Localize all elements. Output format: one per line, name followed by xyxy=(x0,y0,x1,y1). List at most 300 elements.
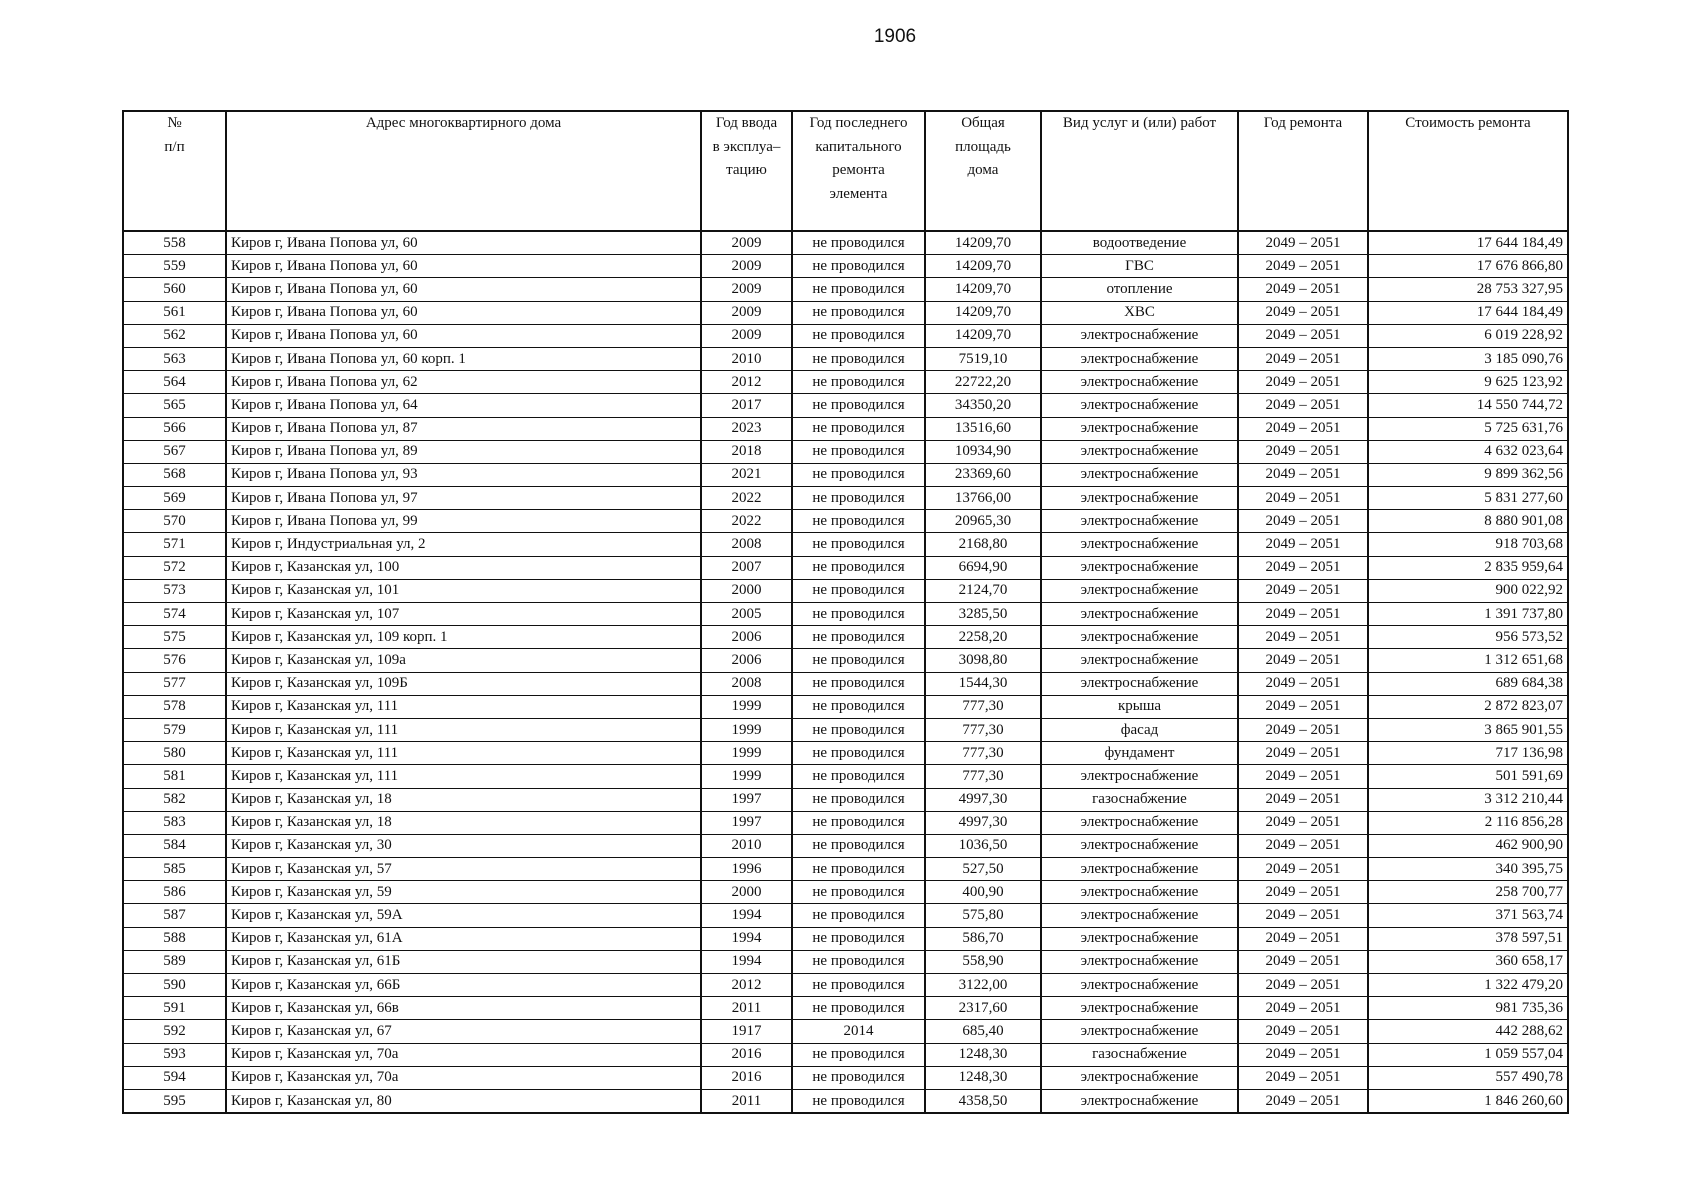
cell-row-number: 565 xyxy=(123,394,226,417)
cell-last-repair-year: 2014 xyxy=(792,1020,925,1043)
cell-service-type: электроснабжение xyxy=(1041,811,1238,834)
table-row xyxy=(123,417,1568,440)
cell-repair-cost: 557 490,78 xyxy=(1368,1066,1568,1089)
cell-last-repair-year: не проводился xyxy=(792,718,925,741)
table-row xyxy=(123,1043,1568,1066)
cell-repair-cost: 689 684,38 xyxy=(1368,672,1568,695)
cell-last-repair-year: не проводился xyxy=(792,394,925,417)
cell-address: Киров г, Ивана Попова ул, 60 корп. 1 xyxy=(226,347,701,370)
table-row xyxy=(123,927,1568,950)
cell-commission-year: 2016 xyxy=(701,1066,792,1089)
cell-commission-year: 1999 xyxy=(701,742,792,765)
cell-row-number: 587 xyxy=(123,904,226,927)
table-row xyxy=(123,579,1568,602)
cell-repair-cost: 5 725 631,76 xyxy=(1368,417,1568,440)
table-body xyxy=(123,231,1568,1113)
cell-address: Киров г, Ивана Попова ул, 60 xyxy=(226,278,701,301)
table-row xyxy=(123,718,1568,741)
cell-repair-cost: 340 395,75 xyxy=(1368,858,1568,881)
cell-commission-year: 2011 xyxy=(701,997,792,1020)
cell-last-repair-year: не проводился xyxy=(792,695,925,718)
cell-row-number: 580 xyxy=(123,742,226,765)
cell-repair-cost: 5 831 277,60 xyxy=(1368,487,1568,510)
cell-row-number: 591 xyxy=(123,997,226,1020)
cell-last-repair-year: не проводился xyxy=(792,556,925,579)
cell-last-repair-year: не проводился xyxy=(792,510,925,533)
cell-repair-cost: 956 573,52 xyxy=(1368,626,1568,649)
table-row xyxy=(123,765,1568,788)
cell-total-area: 13516,60 xyxy=(925,417,1041,440)
cell-repair-cost: 17 644 184,49 xyxy=(1368,231,1568,255)
table-row xyxy=(123,1020,1568,1043)
cell-service-type: электроснабжение xyxy=(1041,533,1238,556)
cell-repair-year: 2049 – 2051 xyxy=(1238,742,1368,765)
cell-total-area: 22722,20 xyxy=(925,371,1041,394)
table-row xyxy=(123,950,1568,973)
cell-address: Киров г, Казанская ул, 57 xyxy=(226,858,701,881)
cell-last-repair-year: не проводился xyxy=(792,765,925,788)
cell-last-repair-year: не проводился xyxy=(792,649,925,672)
cell-row-number: 578 xyxy=(123,695,226,718)
cell-last-repair-year: не проводился xyxy=(792,347,925,370)
cell-repair-year: 2049 – 2051 xyxy=(1238,904,1368,927)
cell-address: Киров г, Казанская ул, 30 xyxy=(226,834,701,857)
cell-service-type: электроснабжение xyxy=(1041,1089,1238,1113)
header-repair-cost: Стоимость ремонта xyxy=(1368,111,1568,231)
cell-last-repair-year: не проводился xyxy=(792,231,925,255)
cell-repair-cost: 258 700,77 xyxy=(1368,881,1568,904)
cell-address: Киров г, Казанская ул, 111 xyxy=(226,695,701,718)
cell-repair-cost: 2 872 823,07 xyxy=(1368,695,1568,718)
cell-commission-year: 1994 xyxy=(701,904,792,927)
cell-repair-year: 2049 – 2051 xyxy=(1238,510,1368,533)
cell-row-number: 579 xyxy=(123,718,226,741)
cell-commission-year: 2016 xyxy=(701,1043,792,1066)
cell-repair-year: 2049 – 2051 xyxy=(1238,718,1368,741)
cell-total-area: 685,40 xyxy=(925,1020,1041,1043)
table-row xyxy=(123,463,1568,486)
cell-commission-year: 2009 xyxy=(701,231,792,255)
table-row xyxy=(123,672,1568,695)
cell-commission-year: 1999 xyxy=(701,695,792,718)
cell-service-type: электроснабжение xyxy=(1041,858,1238,881)
cell-total-area: 777,30 xyxy=(925,695,1041,718)
cell-commission-year: 1996 xyxy=(701,858,792,881)
cell-row-number: 562 xyxy=(123,324,226,347)
cell-address: Киров г, Казанская ул, 59 xyxy=(226,881,701,904)
cell-total-area: 14209,70 xyxy=(925,255,1041,278)
cell-address: Киров г, Ивана Попова ул, 97 xyxy=(226,487,701,510)
cell-repair-year: 2049 – 2051 xyxy=(1238,672,1368,695)
cell-address: Киров г, Казанская ул, 61А xyxy=(226,927,701,950)
cell-total-area: 6694,90 xyxy=(925,556,1041,579)
cell-repair-cost: 717 136,98 xyxy=(1368,742,1568,765)
cell-row-number: 563 xyxy=(123,347,226,370)
cell-address: Киров г, Ивана Попова ул, 60 xyxy=(226,324,701,347)
cell-last-repair-year: не проводился xyxy=(792,255,925,278)
cell-repair-cost: 1 322 479,20 xyxy=(1368,974,1568,997)
table-row xyxy=(123,487,1568,510)
cell-service-type: электроснабжение xyxy=(1041,974,1238,997)
cell-repair-cost: 3 185 090,76 xyxy=(1368,347,1568,370)
cell-row-number: 570 xyxy=(123,510,226,533)
cell-total-area: 4997,30 xyxy=(925,811,1041,834)
cell-repair-year: 2049 – 2051 xyxy=(1238,765,1368,788)
cell-commission-year: 2012 xyxy=(701,974,792,997)
cell-repair-cost: 9 899 362,56 xyxy=(1368,463,1568,486)
cell-address: Киров г, Казанская ул, 70а xyxy=(226,1043,701,1066)
cell-last-repair-year: не проводился xyxy=(792,950,925,973)
cell-row-number: 564 xyxy=(123,371,226,394)
cell-address: Киров г, Казанская ул, 66Б xyxy=(226,974,701,997)
cell-commission-year: 2000 xyxy=(701,579,792,602)
cell-service-type: фасад xyxy=(1041,718,1238,741)
cell-repair-cost: 442 288,62 xyxy=(1368,1020,1568,1043)
cell-last-repair-year: не проводился xyxy=(792,324,925,347)
cell-total-area: 34350,20 xyxy=(925,394,1041,417)
cell-service-type: электроснабжение xyxy=(1041,950,1238,973)
cell-repair-cost: 3 865 901,55 xyxy=(1368,718,1568,741)
table-row xyxy=(123,788,1568,811)
header-total-area: Общая площадь дома xyxy=(925,111,1041,231)
cell-last-repair-year: не проводился xyxy=(792,904,925,927)
cell-last-repair-year: не проводился xyxy=(792,974,925,997)
cell-service-type: электроснабжение xyxy=(1041,1066,1238,1089)
cell-last-repair-year: не проводился xyxy=(792,811,925,834)
cell-total-area: 1248,30 xyxy=(925,1066,1041,1089)
cell-row-number: 585 xyxy=(123,858,226,881)
cell-address: Киров г, Казанская ул, 111 xyxy=(226,718,701,741)
page-number: 1906 xyxy=(873,26,917,47)
cell-service-type: электроснабжение xyxy=(1041,510,1238,533)
cell-repair-year: 2049 – 2051 xyxy=(1238,533,1368,556)
cell-last-repair-year: не проводился xyxy=(792,1089,925,1113)
cell-service-type: электроснабжение xyxy=(1041,881,1238,904)
cell-repair-cost: 2 116 856,28 xyxy=(1368,811,1568,834)
cell-row-number: 568 xyxy=(123,463,226,486)
cell-total-area: 1036,50 xyxy=(925,834,1041,857)
table-row xyxy=(123,510,1568,533)
cell-commission-year: 2010 xyxy=(701,347,792,370)
cell-repair-cost: 2 835 959,64 xyxy=(1368,556,1568,579)
cell-commission-year: 2005 xyxy=(701,603,792,626)
table-row xyxy=(123,603,1568,626)
cell-row-number: 577 xyxy=(123,672,226,695)
cell-service-type: отопление xyxy=(1041,278,1238,301)
cell-row-number: 567 xyxy=(123,440,226,463)
cell-repair-cost: 1 846 260,60 xyxy=(1368,1089,1568,1113)
cell-row-number: 594 xyxy=(123,1066,226,1089)
cell-last-repair-year: не проводился xyxy=(792,834,925,857)
header-repair-year: Год ремонта xyxy=(1238,111,1368,231)
table-row xyxy=(123,255,1568,278)
cell-commission-year: 2006 xyxy=(701,626,792,649)
repair-schedule-table xyxy=(122,110,1569,1114)
cell-row-number: 558 xyxy=(123,231,226,255)
cell-address: Киров г, Казанская ул, 109а xyxy=(226,649,701,672)
cell-total-area: 777,30 xyxy=(925,765,1041,788)
cell-repair-year: 2049 – 2051 xyxy=(1238,255,1368,278)
cell-repair-year: 2049 – 2051 xyxy=(1238,579,1368,602)
cell-commission-year: 1917 xyxy=(701,1020,792,1043)
cell-total-area: 2317,60 xyxy=(925,997,1041,1020)
cell-commission-year: 2006 xyxy=(701,649,792,672)
cell-row-number: 595 xyxy=(123,1089,226,1113)
cell-address: Киров г, Казанская ул, 101 xyxy=(226,579,701,602)
cell-service-type: газоснабжение xyxy=(1041,1043,1238,1066)
table-row xyxy=(123,997,1568,1020)
cell-address: Киров г, Казанская ул, 18 xyxy=(226,811,701,834)
cell-address: Киров г, Ивана Попова ул, 93 xyxy=(226,463,701,486)
cell-row-number: 589 xyxy=(123,950,226,973)
cell-repair-cost: 501 591,69 xyxy=(1368,765,1568,788)
cell-service-type: ГВС xyxy=(1041,255,1238,278)
cell-total-area: 4997,30 xyxy=(925,788,1041,811)
cell-repair-year: 2049 – 2051 xyxy=(1238,463,1368,486)
cell-repair-cost: 8 880 901,08 xyxy=(1368,510,1568,533)
cell-service-type: электроснабжение xyxy=(1041,371,1238,394)
table-header-row xyxy=(123,111,1568,231)
cell-service-type: электроснабжение xyxy=(1041,579,1238,602)
cell-repair-cost: 900 022,92 xyxy=(1368,579,1568,602)
cell-repair-cost: 14 550 744,72 xyxy=(1368,394,1568,417)
cell-repair-cost: 1 059 557,04 xyxy=(1368,1043,1568,1066)
cell-total-area: 3098,80 xyxy=(925,649,1041,672)
table-row xyxy=(123,231,1568,255)
cell-repair-year: 2049 – 2051 xyxy=(1238,649,1368,672)
cell-row-number: 588 xyxy=(123,927,226,950)
cell-address: Киров г, Казанская ул, 80 xyxy=(226,1089,701,1113)
cell-last-repair-year: не проводился xyxy=(792,1066,925,1089)
cell-commission-year: 2009 xyxy=(701,324,792,347)
cell-total-area: 527,50 xyxy=(925,858,1041,881)
cell-service-type: водоотведение xyxy=(1041,231,1238,255)
cell-row-number: 561 xyxy=(123,301,226,324)
table-row xyxy=(123,347,1568,370)
table-row xyxy=(123,626,1568,649)
cell-service-type: электроснабжение xyxy=(1041,834,1238,857)
cell-repair-year: 2049 – 2051 xyxy=(1238,788,1368,811)
cell-repair-year: 2049 – 2051 xyxy=(1238,1020,1368,1043)
cell-commission-year: 2011 xyxy=(701,1089,792,1113)
cell-total-area: 13766,00 xyxy=(925,487,1041,510)
cell-commission-year: 2000 xyxy=(701,881,792,904)
table-row xyxy=(123,556,1568,579)
cell-commission-year: 2022 xyxy=(701,510,792,533)
cell-address: Киров г, Ивана Попова ул, 62 xyxy=(226,371,701,394)
cell-service-type: крыша xyxy=(1041,695,1238,718)
cell-total-area: 400,90 xyxy=(925,881,1041,904)
cell-commission-year: 1999 xyxy=(701,765,792,788)
cell-last-repair-year: не проводился xyxy=(792,672,925,695)
cell-repair-year: 2049 – 2051 xyxy=(1238,556,1368,579)
cell-commission-year: 2009 xyxy=(701,278,792,301)
cell-last-repair-year: не проводился xyxy=(792,788,925,811)
header-address: Адрес многоквартирного дома xyxy=(226,111,701,231)
cell-row-number: 566 xyxy=(123,417,226,440)
cell-service-type: электроснабжение xyxy=(1041,997,1238,1020)
cell-repair-year: 2049 – 2051 xyxy=(1238,927,1368,950)
cell-address: Киров г, Казанская ул, 111 xyxy=(226,765,701,788)
cell-address: Киров г, Ивана Попова ул, 60 xyxy=(226,255,701,278)
cell-total-area: 1544,30 xyxy=(925,672,1041,695)
cell-address: Киров г, Казанская ул, 107 xyxy=(226,603,701,626)
cell-repair-year: 2049 – 2051 xyxy=(1238,1066,1368,1089)
cell-service-type: электроснабжение xyxy=(1041,765,1238,788)
cell-service-type: электроснабжение xyxy=(1041,347,1238,370)
table-row xyxy=(123,371,1568,394)
cell-row-number: 576 xyxy=(123,649,226,672)
cell-commission-year: 1994 xyxy=(701,950,792,973)
table-row xyxy=(123,1066,1568,1089)
cell-repair-year: 2049 – 2051 xyxy=(1238,347,1368,370)
cell-row-number: 560 xyxy=(123,278,226,301)
cell-commission-year: 1994 xyxy=(701,927,792,950)
cell-repair-cost: 6 019 228,92 xyxy=(1368,324,1568,347)
cell-total-area: 10934,90 xyxy=(925,440,1041,463)
cell-service-type: электроснабжение xyxy=(1041,440,1238,463)
cell-row-number: 590 xyxy=(123,974,226,997)
table-row xyxy=(123,1089,1568,1113)
cell-row-number: 592 xyxy=(123,1020,226,1043)
cell-repair-year: 2049 – 2051 xyxy=(1238,371,1368,394)
cell-row-number: 573 xyxy=(123,579,226,602)
cell-address: Киров г, Индустриальная ул, 2 xyxy=(226,533,701,556)
cell-total-area: 777,30 xyxy=(925,742,1041,765)
cell-repair-cost: 360 658,17 xyxy=(1368,950,1568,973)
cell-total-area: 2168,80 xyxy=(925,533,1041,556)
table-row xyxy=(123,649,1568,672)
cell-last-repair-year: не проводился xyxy=(792,997,925,1020)
cell-last-repair-year: не проводился xyxy=(792,927,925,950)
table-row xyxy=(123,834,1568,857)
table-row xyxy=(123,904,1568,927)
cell-service-type: электроснабжение xyxy=(1041,487,1238,510)
cell-service-type: электроснабжение xyxy=(1041,904,1238,927)
cell-repair-year: 2049 – 2051 xyxy=(1238,626,1368,649)
cell-address: Киров г, Ивана Попова ул, 60 xyxy=(226,231,701,255)
cell-total-area: 1248,30 xyxy=(925,1043,1041,1066)
cell-row-number: 581 xyxy=(123,765,226,788)
cell-row-number: 593 xyxy=(123,1043,226,1066)
cell-repair-year: 2049 – 2051 xyxy=(1238,278,1368,301)
cell-commission-year: 2008 xyxy=(701,672,792,695)
cell-last-repair-year: не проводился xyxy=(792,603,925,626)
cell-repair-year: 2049 – 2051 xyxy=(1238,231,1368,255)
cell-address: Киров г, Ивана Попова ул, 64 xyxy=(226,394,701,417)
cell-repair-year: 2049 – 2051 xyxy=(1238,1089,1368,1113)
cell-row-number: 586 xyxy=(123,881,226,904)
cell-commission-year: 1999 xyxy=(701,718,792,741)
cell-total-area: 14209,70 xyxy=(925,301,1041,324)
cell-last-repair-year: не проводился xyxy=(792,858,925,881)
cell-address: Киров г, Казанская ул, 109Б xyxy=(226,672,701,695)
cell-service-type: электроснабжение xyxy=(1041,556,1238,579)
cell-address: Киров г, Казанская ул, 61Б xyxy=(226,950,701,973)
cell-service-type: ХВС xyxy=(1041,301,1238,324)
cell-total-area: 20965,30 xyxy=(925,510,1041,533)
cell-service-type: электроснабжение xyxy=(1041,927,1238,950)
cell-repair-year: 2049 – 2051 xyxy=(1238,950,1368,973)
cell-commission-year: 2022 xyxy=(701,487,792,510)
cell-commission-year: 2009 xyxy=(701,301,792,324)
cell-service-type: фундамент xyxy=(1041,742,1238,765)
cell-repair-cost: 17 644 184,49 xyxy=(1368,301,1568,324)
cell-total-area: 777,30 xyxy=(925,718,1041,741)
cell-last-repair-year: не проводился xyxy=(792,371,925,394)
cell-last-repair-year: не проводился xyxy=(792,301,925,324)
table-row xyxy=(123,278,1568,301)
cell-service-type: электроснабжение xyxy=(1041,394,1238,417)
cell-repair-year: 2049 – 2051 xyxy=(1238,394,1368,417)
cell-repair-year: 2049 – 2051 xyxy=(1238,881,1368,904)
cell-last-repair-year: не проводился xyxy=(792,278,925,301)
cell-total-area: 4358,50 xyxy=(925,1089,1041,1113)
cell-row-number: 559 xyxy=(123,255,226,278)
cell-repair-cost: 3 312 210,44 xyxy=(1368,788,1568,811)
cell-repair-year: 2049 – 2051 xyxy=(1238,834,1368,857)
cell-commission-year: 2017 xyxy=(701,394,792,417)
cell-total-area: 2124,70 xyxy=(925,579,1041,602)
table-row xyxy=(123,533,1568,556)
cell-repair-year: 2049 – 2051 xyxy=(1238,324,1368,347)
cell-last-repair-year: не проводился xyxy=(792,742,925,765)
cell-repair-cost: 17 676 866,80 xyxy=(1368,255,1568,278)
cell-commission-year: 2009 xyxy=(701,255,792,278)
cell-total-area: 23369,60 xyxy=(925,463,1041,486)
cell-total-area: 558,90 xyxy=(925,950,1041,973)
cell-row-number: 574 xyxy=(123,603,226,626)
cell-repair-cost: 1 312 651,68 xyxy=(1368,649,1568,672)
cell-total-area: 14209,70 xyxy=(925,231,1041,255)
cell-repair-year: 2049 – 2051 xyxy=(1238,997,1368,1020)
cell-total-area: 3285,50 xyxy=(925,603,1041,626)
cell-repair-cost: 918 703,68 xyxy=(1368,533,1568,556)
cell-commission-year: 1997 xyxy=(701,788,792,811)
cell-total-area: 575,80 xyxy=(925,904,1041,927)
cell-service-type: электроснабжение xyxy=(1041,463,1238,486)
cell-commission-year: 2008 xyxy=(701,533,792,556)
cell-last-repair-year: не проводился xyxy=(792,1043,925,1066)
cell-last-repair-year: не проводился xyxy=(792,487,925,510)
cell-repair-cost: 28 753 327,95 xyxy=(1368,278,1568,301)
cell-repair-year: 2049 – 2051 xyxy=(1238,440,1368,463)
cell-address: Киров г, Ивана Попова ул, 87 xyxy=(226,417,701,440)
cell-repair-year: 2049 – 2051 xyxy=(1238,603,1368,626)
cell-address: Киров г, Ивана Попова ул, 60 xyxy=(226,301,701,324)
cell-last-repair-year: не проводился xyxy=(792,579,925,602)
cell-address: Киров г, Казанская ул, 111 xyxy=(226,742,701,765)
cell-last-repair-year: не проводился xyxy=(792,881,925,904)
cell-service-type: электроснабжение xyxy=(1041,603,1238,626)
cell-commission-year: 2023 xyxy=(701,417,792,440)
cell-total-area: 3122,00 xyxy=(925,974,1041,997)
table-row xyxy=(123,324,1568,347)
table-row xyxy=(123,881,1568,904)
cell-total-area: 14209,70 xyxy=(925,278,1041,301)
header-last-repair-year: Год последнего капитального ремонта элемента xyxy=(792,111,925,231)
cell-repair-year: 2049 – 2051 xyxy=(1238,858,1368,881)
cell-repair-year: 2049 – 2051 xyxy=(1238,301,1368,324)
cell-service-type: электроснабжение xyxy=(1041,672,1238,695)
cell-repair-year: 2049 – 2051 xyxy=(1238,1043,1368,1066)
cell-row-number: 575 xyxy=(123,626,226,649)
cell-commission-year: 2010 xyxy=(701,834,792,857)
cell-commission-year: 2018 xyxy=(701,440,792,463)
cell-repair-cost: 378 597,51 xyxy=(1368,927,1568,950)
cell-total-area: 7519,10 xyxy=(925,347,1041,370)
header-number: № п/п xyxy=(123,111,226,231)
